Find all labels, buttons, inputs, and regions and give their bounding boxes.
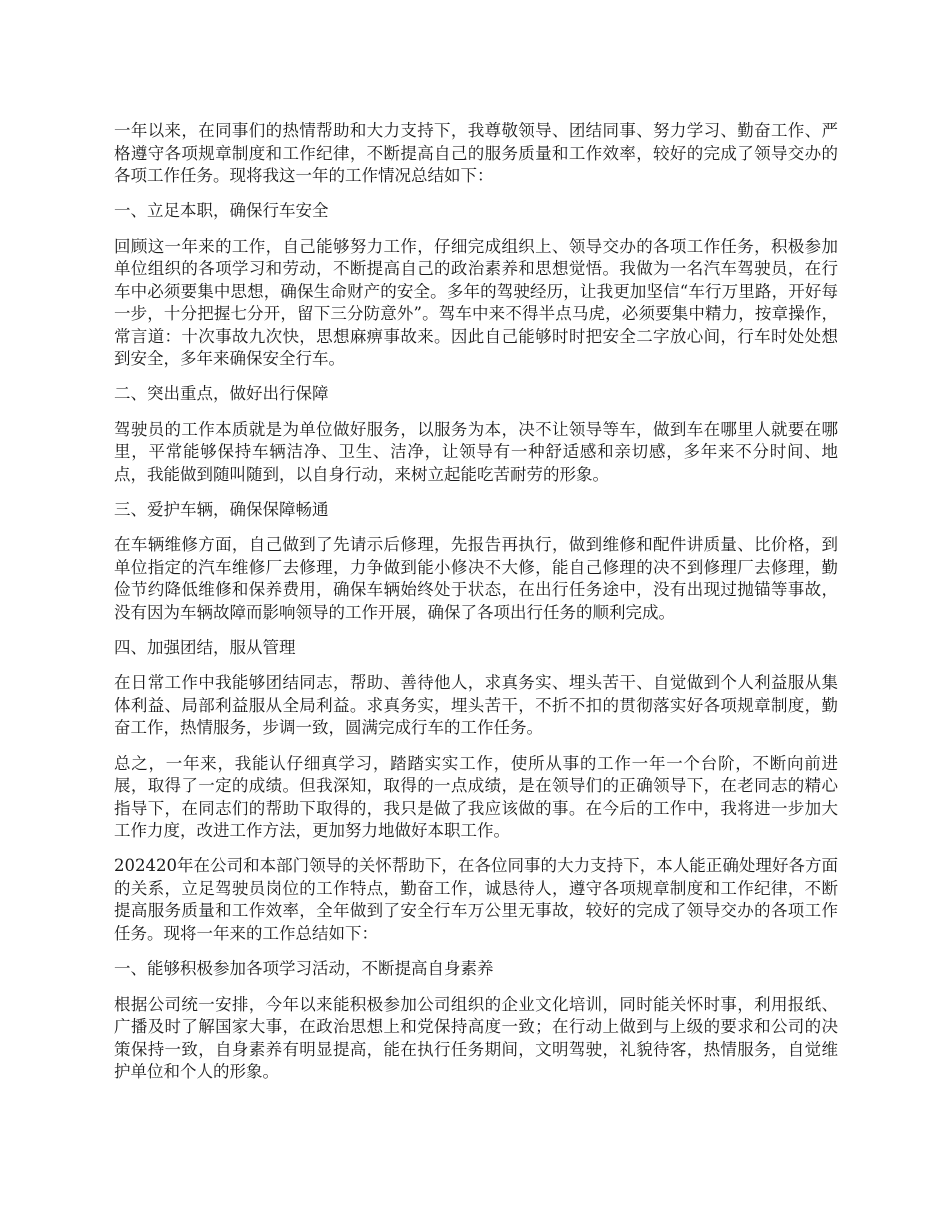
section-3-heading: 三、爱护车辆，确保保障畅通 — [114, 499, 329, 519]
section-1-paragraph: 回顾这一年来的工作，自己能够努力工作，仔细完成组织上、领导交办的各项工作任务，积极参加单位组织的各项学习和劳动，不断提高自己的政治素养和思想觉悟。我做为一名汽车驾驶员，在行车中必须要集中思想，确保生命财产的安全。多年的驾驶经历，让我更加坚信“车行万里路，开好每一步，十分把握七分开，留下三分防意外”。驾车中来不得半点马虎，必须要集中精力，按章操作，常言道：十次事故九次快，思想麻痹事故来。因此自己能够时时把安全二字放心间，行车时处处想到安全，多年来确保安全行车。 — [114, 236, 838, 369]
second-section-1-heading: 一、能够积极参加各项学习活动，不断提高自身素养 — [114, 959, 494, 979]
document-body — [114, 120, 838, 1096]
second-section-1-paragraph: 根据公司统一安排，今年以来能积极参加公司组织的企业文化培训，同时能关怀时事，利用报纸、广播及时了解国家大事，在政治思想上和党保持高度一致；在行动上做到与上级的要求和公司的决策保持一致，自身素养有明显提高，能在执行任务期间，文明驾驶，礼貌待客，热情服务，自觉维护单位和个人的形象。 — [114, 994, 838, 1082]
section-1-heading: 一、立足本职，确保行车安全 — [114, 201, 329, 221]
intro-paragraph: 一年以来，在同事们的热情帮助和大力支持下，我尊敬领导、团结同事、努力学习、勤奋工作、严格遵守各项规章制度和工作纪律，不断提高自己的服务质量和工作效率，较好的完成了领导交办的各项工作任务。现将我这一年的工作情况总结如下： — [114, 121, 838, 185]
conclusion-paragraph: 总之，一年来，我能认仔细真学习，踏踏实实工作，使所从事的工作一年一个台阶，不断向前进展，取得了一定的成绩。但我深知，取得的一点成绩，是在领导们的正确领导下，在老同志的精心指导下，在同志们的帮助下取得的，我只是做了我应该做的事。在今后的工作中，我将进一步加大工作力度，改进工作方法，更加努力地做好本职工作。 — [114, 753, 838, 841]
second-intro-paragraph: 202420年在公司和本部门领导的关怀帮助下，在各位同事的大力支持下，本人能正确处理好各方面的关系，立足驾驶员岗位的工作特点，勤奋工作，诚恳待人，遵守各项规章制度和工作纪律，不断提高服务质量和工作效率，全年做到了安全行车万公里无事故，较好的完成了领导交办的各项工作任务。现将一年来的工作总结如下： — [114, 856, 838, 943]
section-4-paragraph: 在日常工作中我能够团结同志，帮助、善待他人，求真务实、埋头苦干、自觉做到个人利益服从集体利益、局部利益服从全局利益。求真务实，埋头苦干，不折不扣的贯彻落实好各项规章制度，勤奋工作，热情服务，步调一致，圆满完成行车的工作任务。 — [114, 673, 838, 738]
section-3-paragraph: 在车辆维修方面，自己做到了先请示后修理，先报告再执行，做到维修和配件讲质量、比价格，到单位指定的汽车维修厂去修理，力争做到能小修决不大修，能自己修理的决不到修理厂去修理，勤俭节约降低维修和保养费用，确保车辆始终处于状态，在出行任务途中，没有出现过抛锚等事故，没有因为车辆故障而影响领导的工作开展，确保了各项出行任务的顺利完成。 — [114, 535, 838, 622]
section-2-paragraph: 驾驶员的工作本质就是为单位做好服务，以服务为本，决不让领导等车，做到车在哪里人就要在哪里，平常能够保持车辆洁净、卫生、洁净，让领导有一种舒适感和亲切感，多年来不分时间、地点，我能做到随叫随到，以自身行动，来树立起能吃苦耐劳的形象。 — [114, 419, 838, 484]
section-2-heading: 二、突出重点，做好出行保障 — [114, 384, 329, 404]
section-4-heading: 四、加强团结，服从管理 — [114, 638, 296, 658]
